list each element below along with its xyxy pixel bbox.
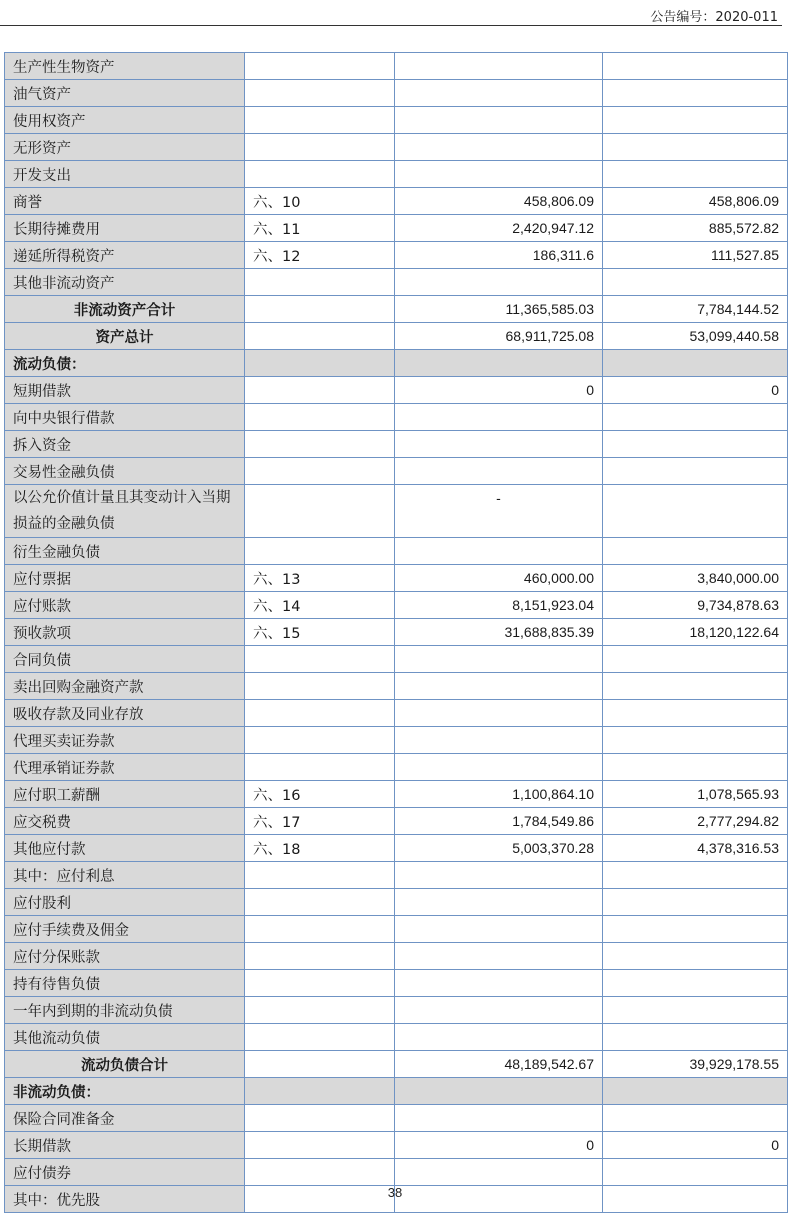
row-ending-balance: 8,151,923.04 [395, 592, 603, 619]
table-row [5, 592, 788, 619]
row-ending-balance [395, 458, 603, 485]
table-row [5, 781, 788, 808]
row-note: 六、13 [245, 565, 395, 592]
row-ending-balance: 186,311.6 [395, 242, 603, 269]
row-beginning-balance: 3,840,000.00 [603, 565, 788, 592]
row-ending-balance [395, 862, 603, 889]
row-note [245, 646, 395, 673]
row-note [245, 943, 395, 970]
row-note [245, 377, 395, 404]
row-ending-balance [395, 673, 603, 700]
row-beginning-balance [603, 943, 788, 970]
row-label: 流动负债合计 [5, 1051, 245, 1078]
table-row [5, 943, 788, 970]
row-note [245, 1078, 395, 1105]
announcement-code: 公告编号：2020-011 [650, 10, 778, 25]
row-beginning-balance [603, 754, 788, 781]
row-ending-balance [395, 943, 603, 970]
header-divider [0, 25, 782, 26]
row-note [245, 80, 395, 107]
table-row [5, 458, 788, 485]
row-label: 商誉 [5, 188, 245, 215]
row-ending-balance [395, 134, 603, 161]
row-ending-balance: 0 [395, 377, 603, 404]
row-label: 其他非流动资产 [5, 269, 245, 296]
row-label: 其中：应付利息 [5, 862, 245, 889]
row-beginning-balance: 7,784,144.52 [603, 296, 788, 323]
row-beginning-balance: 885,572.82 [603, 215, 788, 242]
row-beginning-balance [603, 404, 788, 431]
row-label: 无形资产 [5, 134, 245, 161]
table-row [5, 1105, 788, 1132]
row-beginning-balance [603, 727, 788, 754]
row-label: 使用权资产 [5, 107, 245, 134]
table-row [5, 1051, 788, 1078]
row-label: 预收款项 [5, 619, 245, 646]
table-row [5, 134, 788, 161]
row-ending-balance [395, 1105, 603, 1132]
table-row [5, 565, 788, 592]
row-ending-balance [395, 970, 603, 997]
row-beginning-balance [603, 161, 788, 188]
row-ending-balance [395, 404, 603, 431]
row-ending-balance [395, 350, 603, 377]
row-note: 六、17 [245, 808, 395, 835]
row-beginning-balance: 0 [603, 1132, 788, 1159]
row-ending-balance [395, 1024, 603, 1051]
table-row [5, 215, 788, 242]
row-ending-balance [395, 997, 603, 1024]
table-row [5, 619, 788, 646]
table-row [5, 727, 788, 754]
row-label: 应付股利 [5, 889, 245, 916]
row-label: 拆入资金 [5, 431, 245, 458]
row-label: 应交税费 [5, 808, 245, 835]
row-note [245, 1024, 395, 1051]
row-beginning-balance [603, 700, 788, 727]
row-ending-balance: 68,911,725.08 [395, 323, 603, 350]
row-ending-balance [395, 916, 603, 943]
row-label: 应付票据 [5, 565, 245, 592]
row-label: 资产总计 [5, 323, 245, 350]
table-row [5, 1024, 788, 1051]
row-ending-balance [395, 700, 603, 727]
row-beginning-balance: 4,378,316.53 [603, 835, 788, 862]
row-ending-balance [395, 1159, 603, 1186]
balance-sheet-table [4, 52, 788, 1213]
row-note [245, 916, 395, 943]
row-label: 应付分保账款 [5, 943, 245, 970]
row-ending-balance: - [395, 485, 603, 538]
row-label: 代理买卖证券款 [5, 727, 245, 754]
table-row [5, 754, 788, 781]
row-label: 其他流动负债 [5, 1024, 245, 1051]
row-label: 生产性生物资产 [5, 53, 245, 80]
table-row [5, 296, 788, 323]
row-note [245, 485, 395, 538]
row-beginning-balance [603, 646, 788, 673]
table-row [5, 673, 788, 700]
table-row [5, 646, 788, 673]
table-row [5, 1078, 788, 1105]
table-row [5, 53, 788, 80]
row-label: 保险合同准备金 [5, 1105, 245, 1132]
row-ending-balance [395, 727, 603, 754]
table-row [5, 80, 788, 107]
table-row [5, 835, 788, 862]
row-beginning-balance: 111,527.85 [603, 242, 788, 269]
table-row [5, 107, 788, 134]
table-row [5, 538, 788, 565]
table-row [5, 1132, 788, 1159]
row-beginning-balance [603, 862, 788, 889]
row-note [245, 161, 395, 188]
row-ending-balance [395, 107, 603, 134]
row-label: 非流动负债： [5, 1078, 245, 1105]
row-ending-balance: 1,100,864.10 [395, 781, 603, 808]
row-label: 应付债券 [5, 1159, 245, 1186]
row-note [245, 431, 395, 458]
row-ending-balance: 458,806.09 [395, 188, 603, 215]
row-label: 其中：优先股 [5, 1186, 245, 1213]
row-label: 向中央银行借款 [5, 404, 245, 431]
table-row [5, 404, 788, 431]
row-beginning-balance [603, 673, 788, 700]
row-note [245, 862, 395, 889]
row-beginning-balance [603, 1078, 788, 1105]
row-label: 非流动资产合计 [5, 296, 245, 323]
row-note [245, 404, 395, 431]
row-label: 应付账款 [5, 592, 245, 619]
table-row [5, 997, 788, 1024]
row-beginning-balance: 1,078,565.93 [603, 781, 788, 808]
row-note [245, 727, 395, 754]
row-label: 一年内到期的非流动负债 [5, 997, 245, 1024]
table-row [5, 350, 788, 377]
balance-sheet-body [5, 53, 788, 1213]
row-note [245, 700, 395, 727]
row-note [245, 269, 395, 296]
row-beginning-balance [603, 970, 788, 997]
row-label: 其他应付款 [5, 835, 245, 862]
row-label: 流动负债： [5, 350, 245, 377]
row-beginning-balance: 53,099,440.58 [603, 323, 788, 350]
row-label: 持有待售负债 [5, 970, 245, 997]
row-note: 六、14 [245, 592, 395, 619]
row-note: 六、16 [245, 781, 395, 808]
table-row [5, 970, 788, 997]
row-note: 六、15 [245, 619, 395, 646]
table-row [5, 889, 788, 916]
row-note [245, 458, 395, 485]
table-row [5, 1159, 788, 1186]
row-ending-balance: 460,000.00 [395, 565, 603, 592]
row-beginning-balance [603, 916, 788, 943]
row-note: 六、12 [245, 242, 395, 269]
row-ending-balance: 31,688,835.39 [395, 619, 603, 646]
row-beginning-balance: 458,806.09 [603, 188, 788, 215]
page-number: 38 [387, 1185, 403, 1200]
row-ending-balance [395, 53, 603, 80]
row-label: 以公允价值计量且其变动计入当期损益的金融负债 [5, 485, 245, 538]
table-row [5, 862, 788, 889]
table-row [5, 808, 788, 835]
row-beginning-balance [603, 269, 788, 296]
table-row [5, 431, 788, 458]
row-label: 卖出回购金融资产款 [5, 673, 245, 700]
row-label: 吸收存款及同业存放 [5, 700, 245, 727]
row-note: 六、11 [245, 215, 395, 242]
row-ending-balance: 11,365,585.03 [395, 296, 603, 323]
row-label: 递延所得税资产 [5, 242, 245, 269]
table-row [5, 485, 788, 538]
row-label: 短期借款 [5, 377, 245, 404]
row-beginning-balance [603, 889, 788, 916]
row-ending-balance [395, 431, 603, 458]
row-note [245, 1159, 395, 1186]
row-beginning-balance [603, 1159, 788, 1186]
table-row [5, 700, 788, 727]
row-note [245, 323, 395, 350]
row-ending-balance: 0 [395, 1132, 603, 1159]
row-note [245, 970, 395, 997]
row-beginning-balance: 2,777,294.82 [603, 808, 788, 835]
table-row [5, 916, 788, 943]
row-ending-balance [395, 161, 603, 188]
row-label: 长期待摊费用 [5, 215, 245, 242]
row-note [245, 53, 395, 80]
row-ending-balance: 5,003,370.28 [395, 835, 603, 862]
row-beginning-balance [603, 350, 788, 377]
row-beginning-balance [603, 1105, 788, 1132]
row-beginning-balance [603, 431, 788, 458]
row-note [245, 107, 395, 134]
row-beginning-balance: 18,120,122.64 [603, 619, 788, 646]
row-beginning-balance [603, 80, 788, 107]
row-beginning-balance: 39,929,178.55 [603, 1051, 788, 1078]
row-beginning-balance: 0 [603, 377, 788, 404]
row-beginning-balance [603, 1024, 788, 1051]
row-label: 长期借款 [5, 1132, 245, 1159]
row-beginning-balance [603, 485, 788, 538]
row-beginning-balance [603, 53, 788, 80]
table-row [5, 323, 788, 350]
row-note [245, 1105, 395, 1132]
row-note [245, 538, 395, 565]
row-beginning-balance: 9,734,878.63 [603, 592, 788, 619]
row-ending-balance [395, 269, 603, 296]
row-note [245, 997, 395, 1024]
row-label: 应付手续费及佣金 [5, 916, 245, 943]
row-beginning-balance [603, 134, 788, 161]
row-ending-balance: 48,189,542.67 [395, 1051, 603, 1078]
row-note [245, 673, 395, 700]
row-label: 衍生金融负债 [5, 538, 245, 565]
table-row [5, 269, 788, 296]
row-ending-balance: 1,784,549.86 [395, 808, 603, 835]
table-row [5, 377, 788, 404]
row-note [245, 134, 395, 161]
row-note [245, 296, 395, 323]
row-ending-balance [395, 646, 603, 673]
row-note [245, 754, 395, 781]
row-ending-balance [395, 889, 603, 916]
row-beginning-balance [603, 997, 788, 1024]
row-beginning-balance [603, 107, 788, 134]
row-label: 油气资产 [5, 80, 245, 107]
row-note [245, 1051, 395, 1078]
row-ending-balance [395, 1078, 603, 1105]
row-beginning-balance [603, 538, 788, 565]
row-label: 交易性金融负债 [5, 458, 245, 485]
row-ending-balance [395, 754, 603, 781]
row-note [245, 1132, 395, 1159]
row-note: 六、18 [245, 835, 395, 862]
row-note: 六、10 [245, 188, 395, 215]
row-note [245, 350, 395, 377]
row-beginning-balance [603, 458, 788, 485]
row-ending-balance: 2,420,947.12 [395, 215, 603, 242]
row-label: 合同负债 [5, 646, 245, 673]
row-note [245, 889, 395, 916]
row-label: 应付职工薪酬 [5, 781, 245, 808]
table-row [5, 242, 788, 269]
table-row [5, 188, 788, 215]
row-ending-balance [395, 538, 603, 565]
row-label: 代理承销证券款 [5, 754, 245, 781]
row-ending-balance [395, 80, 603, 107]
table-row [5, 161, 788, 188]
row-label: 开发支出 [5, 161, 245, 188]
